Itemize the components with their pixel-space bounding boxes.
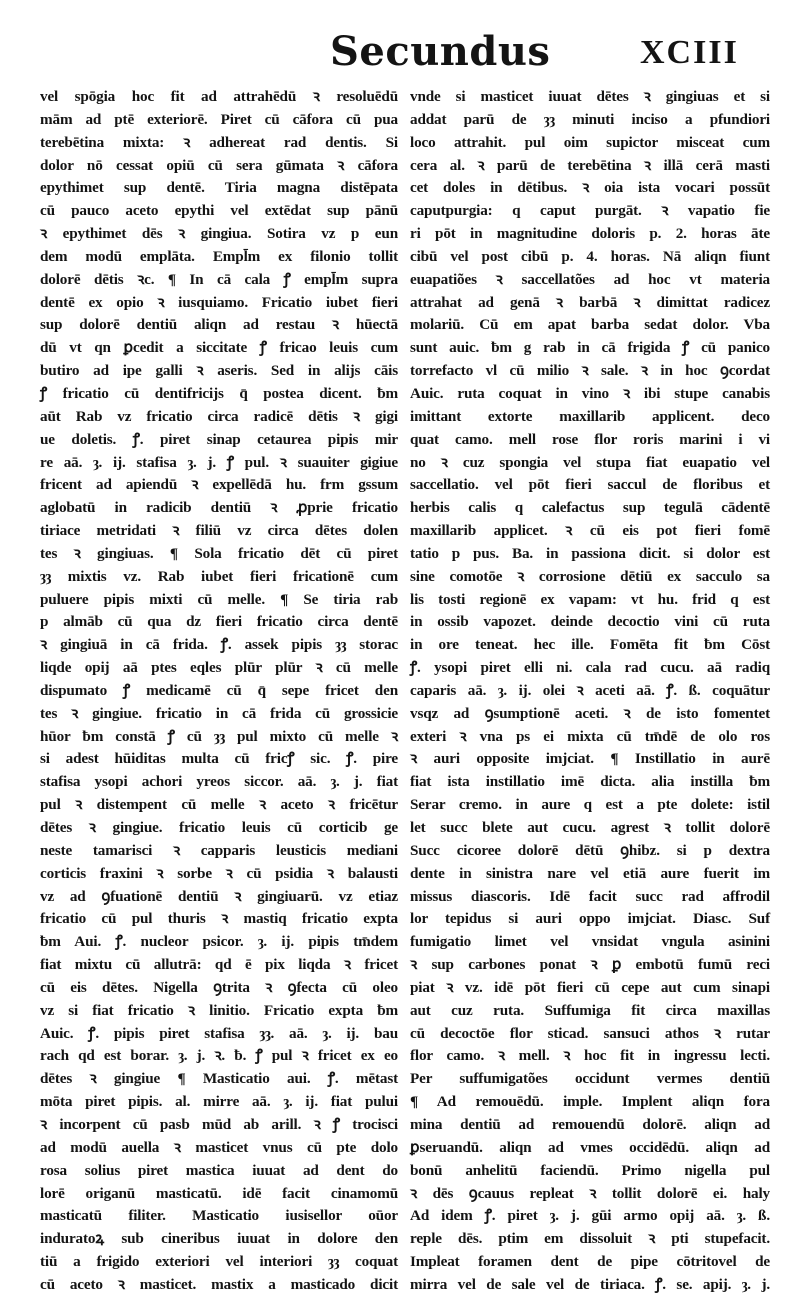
right-column-line: fiat ista instillatio imē dicta. alia instilla ƀm: [410, 773, 770, 791]
left-column-line: ȝȝ mixtis vz. Rab iubet fieri fricationē cum: [40, 567, 398, 585]
left-column-line: ꝛ epythimet dēs ꝛ gingiua. Sotira vz p eun: [40, 225, 398, 243]
left-column-line: dolor nō cessat opiū cū sera gūmata ꝛ cāfora: [40, 156, 398, 174]
right-column-line: maxillarib applicet. ꝛ cū eis pot fieri fomē: [410, 522, 770, 540]
right-column-line: Succ cicoree dolorē dētū ꝯhibz. si p dextra: [410, 841, 770, 859]
left-column-line: ad modū auella ꝛ masticet vnus cū pte dolo: [40, 1138, 398, 1156]
right-column-line: cet doles in dētibus. ꝛ oia ista vocari possūt: [410, 179, 770, 197]
left-column-line: sup dolorē dentiū aliqn ad restau ꝛ hūectā: [40, 316, 398, 334]
left-column-line: aglobatū in radicib dentiū ꝛ ꝓprie fricatio: [40, 499, 398, 517]
left-column-line: dētes ꝛ gingiue. fricatio leuis cū corticib ge: [40, 819, 398, 836]
right-column-line: ¶ Ad remouēdū. imple. Implent aliqn fora: [410, 1093, 770, 1111]
right-column-line: ꝑseruandū. aliqn ad vmes occidēdū. aliqn ad: [410, 1138, 770, 1156]
right-column-line: cibū vel post cibū p. 4. horas. Nā aliqn fiunt: [410, 247, 770, 265]
left-column-line: cū aceto ꝛ masticet. mastix a masticado dicit: [40, 1275, 398, 1293]
left-column-line: puluere pipis mixti cū melle. ¶ Se tiria rab: [40, 590, 398, 608]
left-column-line: tiriace metridati ꝛ filiū vz circa dētes dolen: [40, 522, 398, 540]
running-head-title: Secundus: [330, 28, 551, 75]
left-column-line: ƀm Aui. ꝭ. nucleor psicor. ȝ. ij. pipis tm̄dem: [40, 933, 398, 951]
left-column-line: vz ad ꝯfuationē dentiū ꝛ gingiuarū. vz etiaz: [40, 887, 398, 905]
left-column-line: tiū a frigido exteriori vel interiori ȝȝ coquat: [40, 1253, 398, 1271]
right-column-line: Ad idem ꝭ. piret ȝ. j. gūi armo opij aā. ȝ. ß.: [410, 1207, 770, 1225]
left-column-line: fiat mixtu cū allutrā: qd ē pix liqda ꝛ fricet: [40, 956, 398, 974]
right-column-line: ꝛ sup carbones ponat ꝛ ꝑ embotū fumū reci: [410, 956, 770, 974]
right-column-line: herbis calis q calefactus sup tegulā cādentē: [410, 499, 770, 517]
right-column-line: sunt auic. ƀm g rab in cā frigida ꝭ cū panico: [410, 339, 770, 357]
right-column-line: ꝛ auri opposite imjciat. ¶ Instillatio in aurē: [410, 750, 770, 768]
left-column-line: p almāb cū qua dz fieri fricatio circa dentē: [40, 613, 398, 631]
right-column-line: aut cuz ruta. Suffumiga fit circa maxillas: [410, 1001, 770, 1019]
right-column: [410, 86, 770, 1297]
left-column-line: pul ꝛ distempent cū melle ꝛ aceto ꝛ fricētur: [40, 796, 398, 814]
right-column-line: no ꝛ cuz spongia vel stupa fiat euapatio vel: [410, 453, 770, 471]
left-column-line: fricatio cū pul thuris ꝛ mastiq fricatio expta: [40, 910, 398, 928]
left-column-line: ue doletis. ꝭ. piret sinap cetaurea pipis mir: [40, 430, 398, 448]
right-column-line: lor tepidus si auri oppo imjciat. Diasc. Suf: [410, 910, 770, 928]
left-column-line: tes ꝛ gingiuas. ¶ Sola fricatio dēt cū piret: [40, 544, 398, 562]
left-column-line: epythimet sup dentē. Tiria magna distēpata: [40, 179, 398, 197]
right-column-line: Impleat foramen dent de pipe cōtritovel de: [410, 1253, 770, 1271]
left-column-line: neste tamarisci ꝛ capparis leusticis mediani: [40, 841, 398, 859]
left-column-line: dispumato ꝭ medicamē cū q̄ sepe fricet den: [40, 681, 398, 699]
right-column-line: Per suffumigatões occidunt vermes dentiū: [410, 1070, 770, 1088]
right-column-line: sine comotōe ꝛ corrosione dētiū ex sacculo sa: [410, 567, 770, 585]
left-column-line: liqde opij aā ptes eqles plūr plūr ꝛ cū melle: [40, 659, 398, 677]
right-column-line: dente in sinistra nare vel etiā aure fuerit im: [410, 864, 770, 882]
right-column-line: missus diascoris. Idē facit succ rad affrodil: [410, 887, 770, 905]
right-column-line: molariū. Cū em apat barba sedat dolor. Vba: [410, 316, 770, 334]
right-column-line: cera al. ꝛ parū de terebētina ꝛ illā cerā masti: [410, 156, 770, 174]
right-column-line: euapatiões ꝛ saccellatões ad hoc vt materia: [410, 270, 770, 288]
left-column-line: butiro ad ipe galli ꝛ aseris. Sed in alijs cāis: [40, 362, 398, 380]
right-column-line: mirra vel de sale vel de tiriaca. ꝭ. se. apij. ȝ. j.: [410, 1275, 770, 1293]
right-column-line: in ossib vapozet. deinde decoctio vini cū ruta: [410, 613, 770, 631]
right-column-line: torrefacto vl cū milio ꝛ sale. ꝛ in hoc ꝯcordat: [410, 362, 770, 380]
right-column-line: Auic. ruta coquat in vino ꝛ ibi stupe canabis: [410, 384, 770, 402]
right-column-line: lis tosti regionē ex vapam: vt hu. frid q est: [410, 590, 770, 608]
right-column-line: in ore teneat. hec ille. Fomēta fit ƀm Cōst: [410, 636, 770, 654]
running-head: [0, 28, 800, 90]
left-column-line: fricent ad apiendū ꝛ expellēdā hu. frm gssum: [40, 476, 398, 494]
left-column-line: ꝭ fricatio cū dentifricijs q̄ postea dicent. ƀm: [40, 384, 398, 402]
right-column-line: reple dēs. ptim em dissoluit ꝛ pti stupefacit.: [410, 1230, 770, 1248]
right-column-line: bonū anhelitū faciendū. Primo nigella pul: [410, 1161, 770, 1179]
left-column-line: re aā. ȝ. ij. stafisa ȝ. j. ꝭ pul. ꝛ suauiter gigiue: [40, 453, 398, 471]
left-column-line: mām ad ptē exteriorē. Piret cū cāfora cū pua: [40, 110, 398, 128]
right-column-line: attrahat ad genā ꝛ barbā ꝛ dimittat radicez: [410, 293, 770, 311]
left-column-line: dū vt qn ꝑcedit a siccitate ꝭ fricao leuis cum: [40, 339, 398, 357]
left-column-line: lorē origanū masticatū. idē facit cinamomū: [40, 1184, 398, 1202]
right-column-line: fumigatio limet vel vnsidat vngula asinini: [410, 933, 770, 951]
left-column-line: ꝛ gingiuā in cā frida. ꝭ. assek pipis ȝȝ storac: [40, 636, 398, 654]
right-column-line: vsqz ad ꝯsumptionē aceti. ꝛ de isto fomentet: [410, 704, 770, 722]
left-column-line: masticatū filiter. Masticatio iusisellor oūor: [40, 1207, 398, 1225]
right-column-line: imittant extorte maxillarib applicent. deco: [410, 407, 770, 425]
right-column-line: saccellatio. vel pōt fieri saccul de floribus et: [410, 476, 770, 494]
right-column-line: loco attrahit. pul oim supictor misceat cum: [410, 133, 770, 151]
left-column-line: si adest hūiditas multa cū fricꝭ sic. ꝭ. pire: [40, 750, 398, 768]
right-column-line: flor camo. ꝛ mell. ꝛ hoc fit in ingressu lecti.: [410, 1047, 770, 1065]
right-column-line: Serar cremo. in aure q est a pte dolete: istil: [410, 796, 770, 814]
right-column-line: caparis aā. ȝ. ij. olei ꝛ aceti aā. ꝭ. ß. coquātur: [410, 681, 770, 699]
left-column-line: stafisa ysopi achori yreos siccor. aā. ȝ. j. fiat: [40, 773, 398, 791]
left-column-line: corticis fraxini ꝛ sorbe ꝛ cū psidia ꝛ balausti: [40, 864, 398, 882]
left-column-line: dolorē dētis ꝛc. ¶ In cā cala ꝭ empl̄m supra: [40, 270, 398, 288]
left-column-line: induratoꝝ sub cineribus iuuat in dolore den: [40, 1230, 398, 1248]
right-column-line: vnde si masticet iuuat dētes ꝛ gingiuas et si: [410, 88, 770, 105]
left-column-line: terebētina mixta: ꝛ adhereat rad dentis. Si: [40, 133, 398, 151]
left-column-line: aūt Rab vz fricatio circa radicē dētis ꝛ gigi: [40, 407, 398, 425]
right-column-line: mina dentiū ad remouendū dolorē. aliqn ad: [410, 1115, 770, 1133]
left-column-line: hūor ƀm constā ꝭ cū ȝȝ pul mixto cū melle ꝛ: [40, 727, 398, 745]
right-column-line: cū decoctōe flor sticad. sansuci athos ꝛ rutar: [410, 1024, 770, 1042]
right-column-line: caputpurgia: q caput purgāt. ꝛ vapatio fie: [410, 202, 770, 220]
left-column-line: dentē ex opio ꝛ iusquiamo. Fricatio iubet fieri: [40, 293, 398, 311]
left-column-line: vz si fiat fricatio ꝛ linitio. Fricatio expta ƀm: [40, 1001, 398, 1019]
right-column-line: piat ꝛ vz. idē pōt fieri cū cepe aut cum sinapi: [410, 978, 770, 996]
right-column-line: exteri ꝛ vna ps ei mixta cū tm̄dē de olo ros: [410, 727, 770, 745]
left-column-line: mōta piret pipis. al. mirre aā. ȝ. ij. fiat pului: [40, 1093, 398, 1111]
left-column-line: Auic. ꝭ. pipis piret stafisa ȝȝ. aā. ȝ. ij. bau: [40, 1024, 398, 1042]
left-column-line: tes ꝛ gingiue. fricatio in cā frida cū grossicie: [40, 704, 398, 722]
left-column-line: rosa solius piret mastica iuuat ad dent do: [40, 1161, 398, 1179]
right-column-line: quat camo. mell rose flor roris marini i vi: [410, 430, 770, 448]
left-column-line: dētes ꝛ gingiue ¶ Masticatio aui. ꝭ. mētast: [40, 1070, 398, 1088]
folio-number: XCIII: [640, 34, 739, 71]
left-column-line: cū pauco aceto epythi vel extēdat sup pānū: [40, 202, 398, 220]
left-column-line: dem modū emplāta. Empl̄m ex filonio tollit: [40, 247, 398, 265]
right-column-line: addat parū de ȝȝ minuti inciso a pfundiori: [410, 110, 770, 128]
left-column-line: rach qd est borar. ȝ. j. ꝛ. ƀ. ꝭ pul ꝛ fricet ex eo: [40, 1047, 398, 1065]
left-column-line: vel spōgia hoc fit ad attrahēdū ꝛ resoluēdū: [40, 88, 398, 105]
right-column-line: let succ blete aut cucu. agrest ꝛ tollit dolorē: [410, 819, 770, 836]
left-column: [40, 86, 398, 1297]
right-column-line: tatio p pus. Ba. in passiona dicit. si dolor est: [410, 544, 770, 562]
text-columns: [0, 86, 800, 1293]
right-column-line: ꝛ dēs ꝯcauus repleat ꝛ tollit dolorē ei. haly: [410, 1184, 770, 1202]
left-column-line: cū eis dētes. Nigella ꝯtrita ꝛ ꝯfecta cū oleo: [40, 978, 398, 996]
right-column-line: ꝭ. ysopi piret elli ni. cala rad cucu. aā radiq: [410, 659, 770, 677]
right-column-line: ri pōt in magnitudine doloris p. 2. horas āte: [410, 225, 770, 243]
left-column-line: ꝛ incorpent cū pasb mūd ab arill. ꝛ ꝭ trocisci: [40, 1115, 398, 1133]
